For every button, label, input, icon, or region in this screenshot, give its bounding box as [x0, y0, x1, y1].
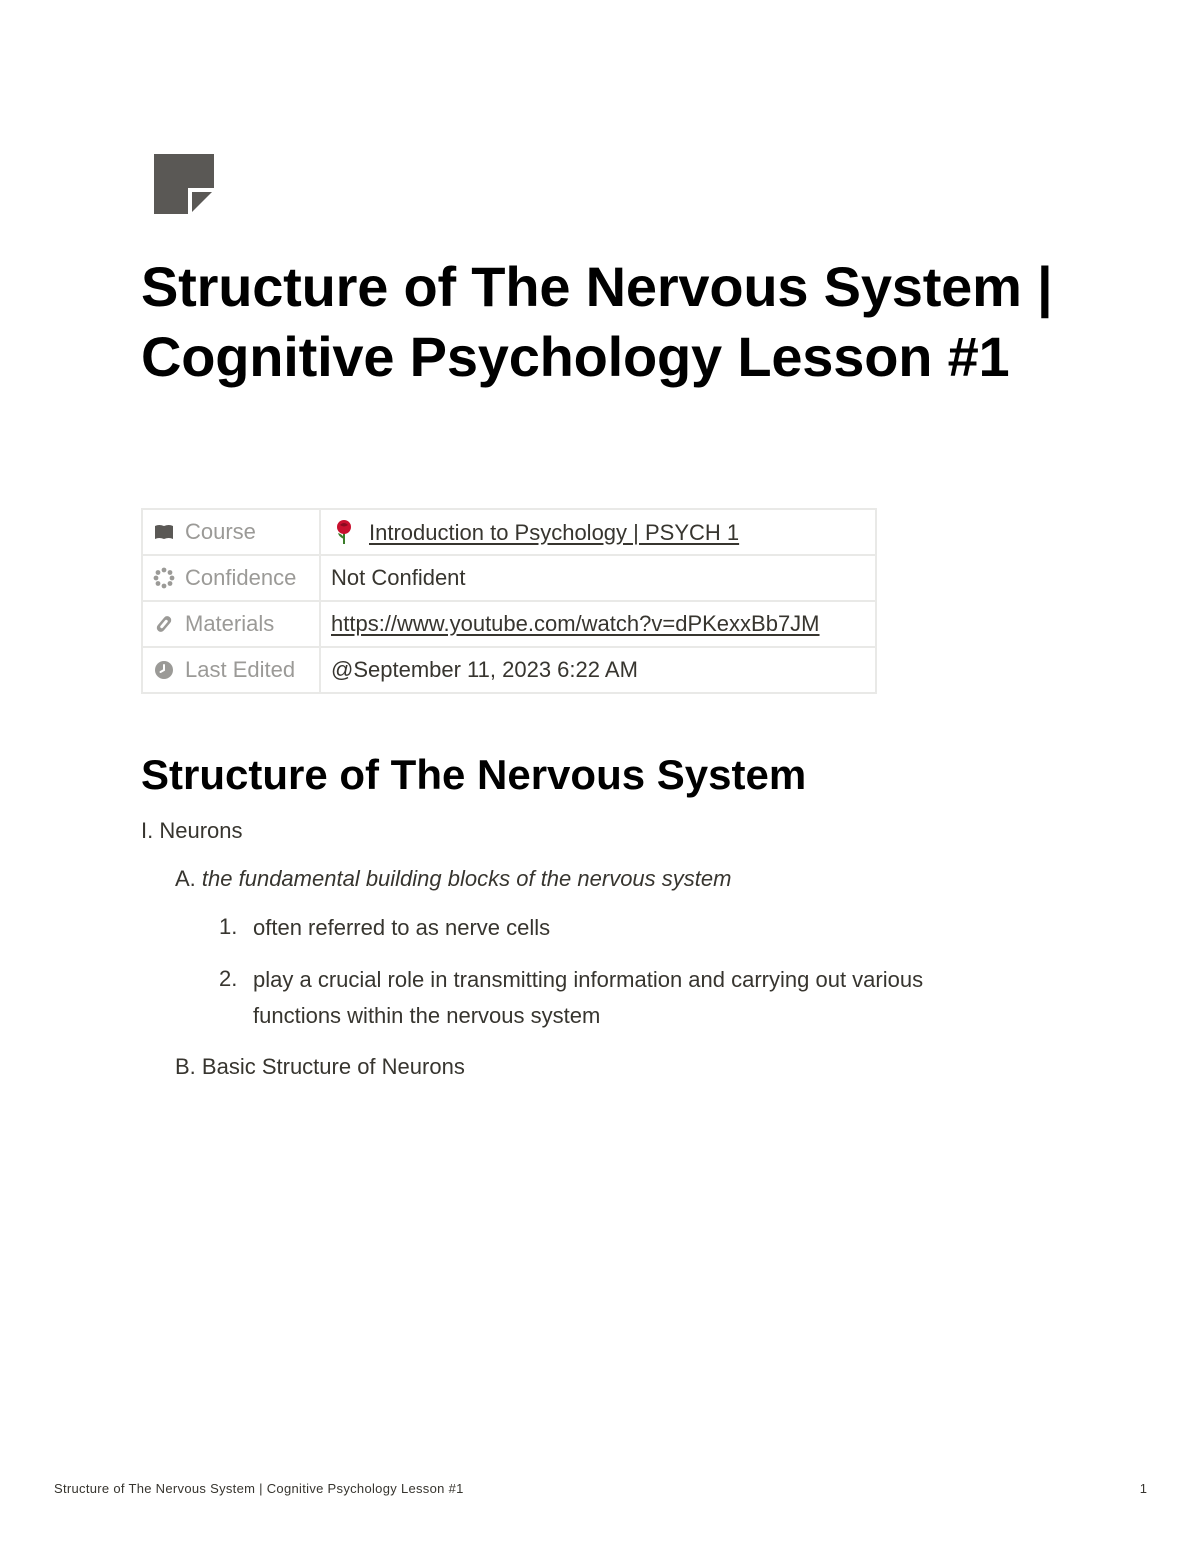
outline-item-level1 [141, 814, 1041, 848]
outline-item-level2 [175, 862, 1041, 896]
property-value-cell [320, 647, 876, 693]
materials-link[interactable]: https://www.youtube.com/watch?v=dPKexxBb7JM [331, 611, 820, 636]
property-key-label: Last Edited [185, 657, 296, 682]
list-number: 2. [219, 966, 238, 991]
outline [141, 814, 1041, 1084]
course-link[interactable]: Introduction to Psychology | PSYCH 1 [369, 519, 740, 545]
property-row-last-edited [142, 647, 876, 693]
property-row-materials [142, 601, 876, 647]
page-number: 1 [1139, 1481, 1147, 1496]
section-heading: Structure of The Nervous System [141, 751, 807, 798]
property-value-cell [320, 509, 876, 555]
property-key-label: Materials [185, 611, 275, 636]
numbered-list [219, 910, 1041, 1034]
list-text: often referred to as nerve cells [253, 915, 551, 940]
property-value-cell [320, 555, 876, 601]
properties-table [141, 508, 877, 694]
rose-icon [331, 519, 357, 545]
property-key-cell [142, 601, 320, 647]
confidence-value[interactable]: Not Confident [331, 565, 466, 590]
outline-text: Neurons [159, 818, 243, 843]
page-title: Structure of The Nervous System | Cognitive Psychology Lesson #1 [141, 255, 1053, 388]
loader-icon [153, 567, 175, 589]
property-key-cell [142, 555, 320, 601]
outline-marker: B. [175, 1054, 196, 1079]
property-key-label: Course [185, 519, 256, 544]
page-icon [152, 152, 216, 216]
outline-marker: A. [175, 866, 196, 891]
clock-icon [153, 659, 175, 681]
outline-marker: I. [141, 818, 154, 843]
property-key-cell [142, 647, 320, 693]
property-key-label: Confidence [185, 565, 297, 590]
book-icon [153, 521, 175, 543]
outline-item-level2 [175, 1050, 1041, 1084]
list-item [219, 910, 1041, 946]
last-edited-value: @September 11, 2023 6:22 AM [331, 657, 638, 682]
paperclip-icon [153, 613, 175, 635]
property-key-cell [142, 509, 320, 555]
property-row-confidence [142, 555, 876, 601]
footer-title: Structure of The Nervous System | Cognitive Psychology Lesson #1 [54, 1481, 464, 1496]
outline-text: Basic Structure of Neurons [201, 1054, 465, 1079]
list-number: 1. [219, 914, 238, 939]
list-text: play a crucial role in transmitting information and carrying out various functions within the nervous system [253, 967, 924, 1028]
property-row-course [142, 509, 876, 555]
list-item [219, 962, 1041, 1034]
outline-text: the fundamental building blocks of the nervous system [201, 866, 732, 891]
property-value-cell [320, 601, 876, 647]
